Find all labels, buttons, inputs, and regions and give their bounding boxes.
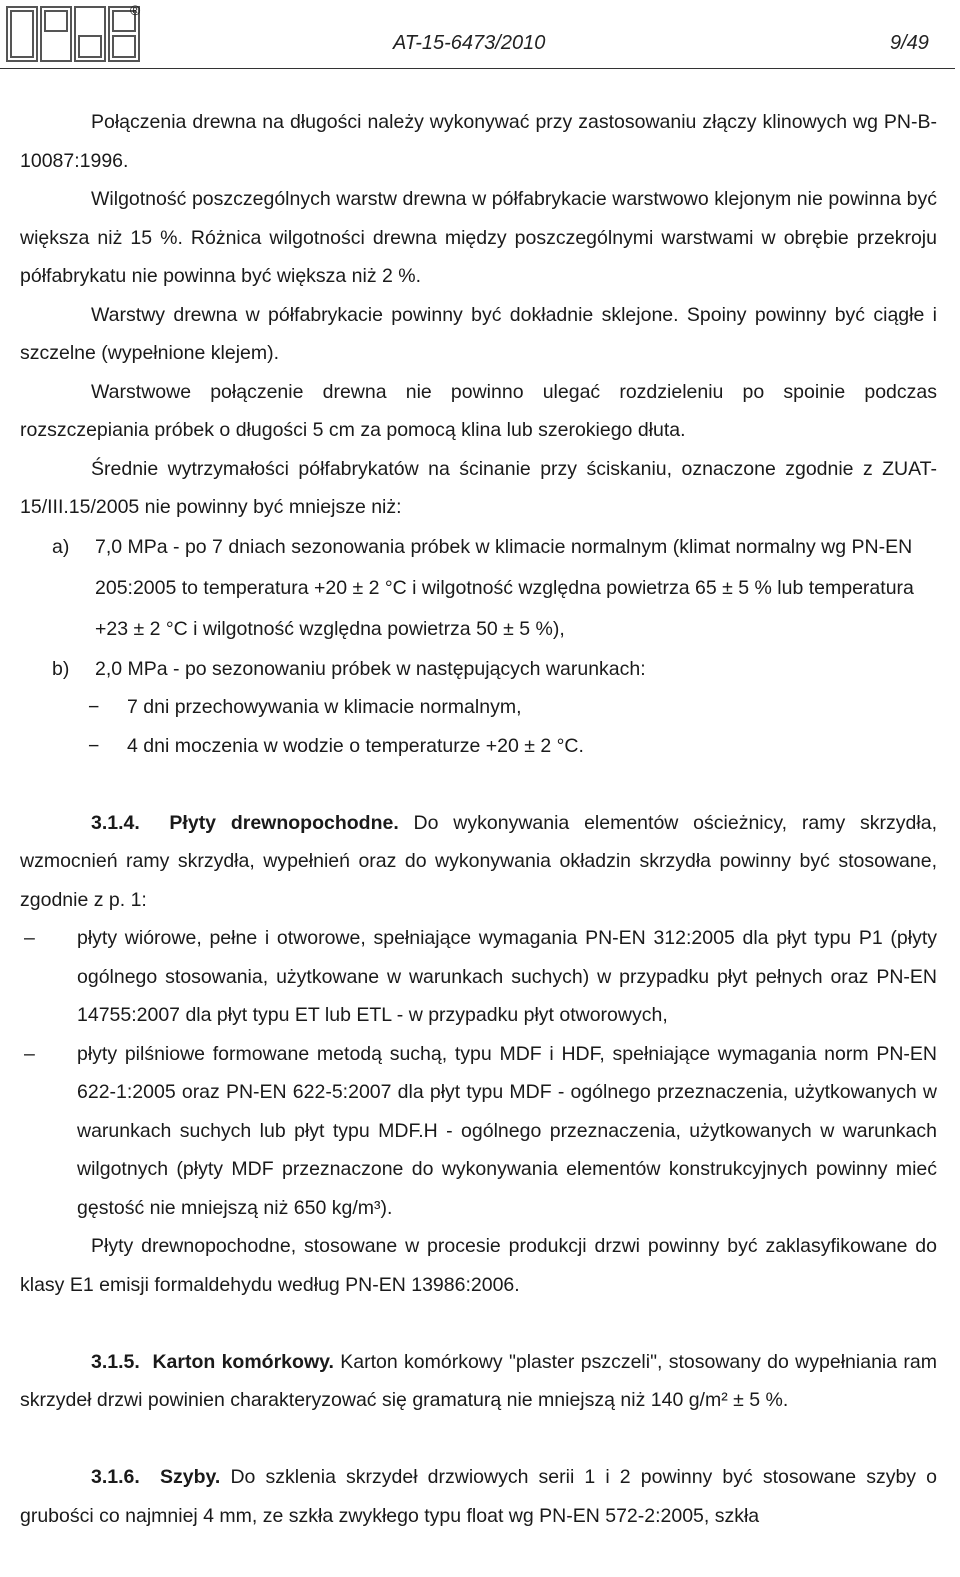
paragraph: Płyty drewnopochodne, stosowane w procesie produkcji drzwi powinny być zaklasyfikowane do klasy E1 emisji formaldehydu według PN-EN 13986:2006. — [20, 1235, 937, 1296]
sub-list-item — [20, 688, 937, 727]
list-text: 7 dni przechowywania w klimacie normalnym, — [127, 696, 522, 718]
registered-mark: ® — [130, 2, 141, 18]
paragraph: Średnie wytrzymałości półfabrykatów na ścinanie przy ściskaniu, oznaczone zgodnie z ZUAT-15/III.15/2005 nie powinny być mniejsze niż: — [20, 457, 937, 518]
document-body — [20, 103, 937, 1535]
paragraph: Połączenia drewna na długości należy wykonywać przy zastosowaniu złączy klinowych wg PN-B-10087:1996. — [20, 111, 937, 172]
sub-list-item — [20, 727, 937, 766]
paragraph: Warstwy drewna w półfabrykacie powinny być dokładnie sklejone. Spoiny powinny być ciągłe i szczelne (wypełnione klejem). — [20, 303, 937, 364]
list-item-b — [20, 650, 937, 689]
list-label: b) — [52, 657, 70, 680]
section-text: Karton komórkowy "plaster pszczeli", stosowany do wypełniania ram skrzydeł drzwi powinien charakteryzować się gramaturą nie mniejszą niż 140 g/m² ± 5 %. — [20, 1350, 937, 1411]
list-text: 4 dni moczenia w wodzie o temperaturze +20 ± 2 °C. — [127, 734, 584, 757]
spacer — [20, 1420, 937, 1459]
dash-marker: − — [88, 696, 100, 718]
bullet-item — [20, 919, 937, 1035]
list-text: 2,0 MPa - po sezonowaniu próbek w następujących warunkach: — [95, 657, 646, 680]
list-label: a) — [52, 535, 70, 558]
itb-logo — [6, 6, 146, 62]
list-item-a — [20, 527, 937, 650]
dash-marker: – — [24, 1042, 35, 1065]
section-number: 3.1.6. — [91, 1466, 140, 1488]
page-number: 9/49 — [890, 32, 929, 54]
section-title: Karton komórkowy. — [152, 1350, 334, 1373]
paragraph: Wilgotność poszczególnych warstw drewna w półfabrykacie warstwowo klejonym nie powinna być większa niż 15 %. Różnica wilgotności drewna między poszczególnymi warstwami w obrębie przekroju półfabrykatu nie powinna być większa niż 2 %. — [20, 188, 937, 287]
dash-marker: − — [88, 734, 100, 757]
bullet-item — [20, 1035, 937, 1228]
dash-marker: – — [24, 927, 35, 949]
section-3-1-5 — [20, 1343, 937, 1420]
section-number: 3.1.4. — [91, 811, 140, 834]
list-text: 7,0 MPa - po 7 dniach sezonowania próbek w klimacie normalnym (klimat normalny wg PN-EN 205:2005 to temperatura +20 ± 2 °C i wilgotność względna powietrza 65 ± 5 % lub temperatura +23 ± 2 °C i wilgotność względna powietrza 50 ± 5 %), — [95, 535, 914, 640]
section-title: Płyty drewnopochodne. — [169, 811, 399, 834]
spacer — [20, 765, 937, 804]
header-divider — [0, 68, 955, 69]
section-number: 3.1.5. — [91, 1350, 140, 1373]
section-title: Szyby. — [160, 1466, 221, 1488]
spacer — [20, 1304, 937, 1343]
bullet-text: płyty wiórowe, pełne i otworowe, spełniające wymagania PN-EN 312:2005 dla płyt typu P1 (płyty ogólnego stosowania, użytkowane w warunkach suchych) w przypadku płyt pełnych oraz PN-EN 14755:2007 dla płyt typu ET lub ETL - w przypadku płyt otworowych, — [77, 927, 937, 1026]
section-3-1-6 — [20, 1458, 937, 1535]
section-3-1-4 — [20, 804, 937, 920]
page-header — [0, 0, 960, 70]
section-text: Do szklenia skrzydeł drzwiowych serii 1 i 2 powinny być stosowane szyby o grubości co najmniej 4 mm, ze szkła zwykłego typu float wg PN-EN 572-2:2005, szkła — [20, 1466, 937, 1527]
paragraph: Warstwowe połączenie drewna nie powinno ulegać rozdzieleniu po spoinie podczas rozszczepiania próbek o długości 5 cm za pomocą klina lub szerokiego dłuta. — [20, 380, 937, 441]
section-text: Do wykonywania elementów ościeżnicy, ramy skrzydła, wzmocnień ramy skrzydła, wypełnień oraz do wykonywania okładzin skrzydła powinny być stosowane, zgodnie z p. 1: — [20, 811, 937, 911]
document-id: AT-15-6473/2010 — [393, 32, 546, 54]
bullet-text: płyty pilśniowe formowane metodą suchą, typu MDF i HDF, spełniające wymagania norm PN-EN 622-1:2005 oraz PN-EN 622-5:2007 dla płyt typu MDF - ogólnego przeznaczenia, użytkowanych w warunkach suchych lub płyt typu MDF.H - ogólnego przeznaczenia, użytkowanych w warunkach wilgotnych (płyty MDF przeznaczone do wykonywania elementów konstrukcyjnych powinny mieć gęstość nie mniejszą niż 650 kg/m³). — [77, 1042, 937, 1219]
